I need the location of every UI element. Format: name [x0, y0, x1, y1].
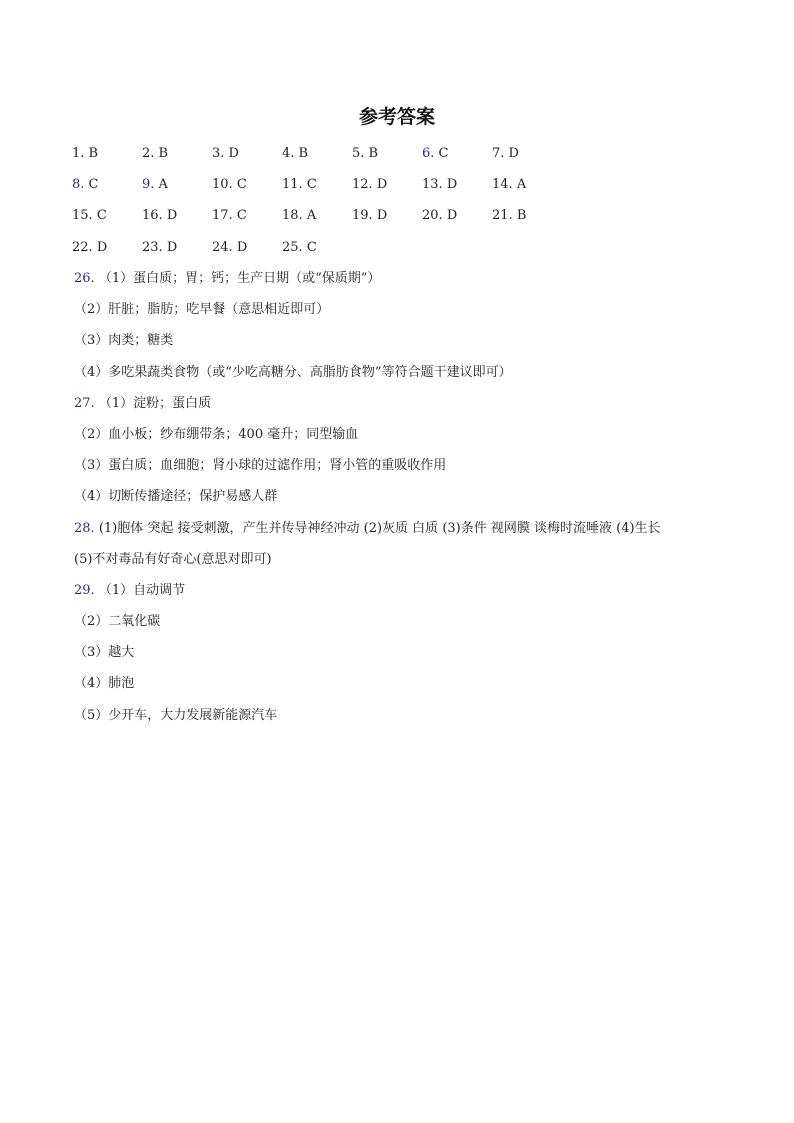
answer-item [72, 143, 98, 165]
answer-item [212, 205, 247, 227]
question-number: 3. [212, 146, 225, 161]
answer-item [352, 143, 378, 165]
question-number: 29. [74, 582, 95, 598]
answer-text: （2）血小板；纱布绷带条；400 毫升；同型输血 [74, 426, 359, 442]
answer-line [74, 424, 724, 455]
answer-letter: C [236, 208, 247, 224]
question-number: 28. [74, 520, 95, 536]
answer-letter: D [446, 208, 458, 224]
answer-item [422, 205, 457, 227]
question-number: 6. [422, 146, 435, 161]
answer-item [212, 237, 247, 259]
answer-line [74, 362, 724, 393]
answer-letter: D [446, 177, 458, 193]
answer-text: （4）肺泡 [74, 676, 135, 692]
answer-text: （4）切断传播途径；保护易感人群 [74, 489, 278, 505]
answer-item [72, 237, 107, 259]
answer-line [74, 518, 724, 549]
question-number: 15. [72, 208, 93, 224]
question-number: 5. [352, 146, 365, 161]
answer-line [74, 580, 724, 611]
answer-letter: A [306, 208, 317, 224]
answer-line [74, 611, 724, 642]
question-number: 20. [422, 208, 443, 224]
answer-text: （1）淀粉；蛋白质 [98, 395, 212, 411]
question-number: 7. [492, 146, 505, 161]
answer-letter: D [376, 177, 388, 193]
answer-item [492, 143, 519, 165]
answer-letter: C [96, 208, 107, 224]
answer-item [422, 143, 449, 165]
answer-letter: B [368, 146, 379, 161]
question-number: 17. [212, 208, 233, 224]
answer-letter: D [228, 146, 239, 161]
question-number: 22. [72, 239, 93, 255]
question-number: 24. [212, 239, 233, 255]
question-number: 12. [352, 177, 373, 193]
answer-text: （3）蛋白质；血细胞；肾小球的过滤作用；肾小管的重吸收作用 [74, 458, 447, 474]
answer-line [74, 549, 724, 580]
answer-letter: C [306, 177, 317, 193]
answer-item [142, 174, 168, 196]
answer-item [282, 205, 316, 227]
answer-item [282, 174, 317, 196]
answer-line [74, 299, 724, 330]
answer-text: （2）肝脏；脂肪；吃早餐（意思相近即可） [74, 302, 330, 318]
answer-item [282, 143, 308, 165]
answer-letter: C [88, 177, 99, 193]
answer-item [352, 205, 387, 227]
answer-item [212, 143, 239, 165]
question-number: 10. [212, 177, 233, 193]
answer-line [74, 393, 724, 424]
answer-line [74, 330, 724, 361]
answer-letter: C [438, 146, 449, 161]
answer-line [74, 705, 724, 736]
answer-item [212, 174, 247, 196]
answer-line [74, 268, 724, 299]
answer-letter: D [236, 239, 248, 255]
answer-line [74, 642, 724, 673]
answer-letter: D [166, 239, 178, 255]
answer-text: （1）自动调节 [98, 582, 186, 598]
answer-letter: B [298, 146, 309, 161]
answer-item [492, 205, 526, 227]
answer-letter: D [376, 208, 388, 224]
answer-text: （2）二氧化碳 [74, 614, 161, 630]
answer-item [142, 205, 177, 227]
question-number: 19. [352, 208, 373, 224]
question-number: 11. [282, 177, 303, 193]
answer-item [422, 174, 457, 196]
answer-item [142, 237, 177, 259]
answer-letter: C [236, 177, 247, 193]
answer-line [74, 486, 724, 517]
answer-text: （1）蛋白质；胃；钙；生产日期（或“保质期”） [98, 271, 381, 286]
question-number: 2. [142, 146, 155, 161]
answer-text: (5)不对毒品有好奇心(意思对即可) [74, 551, 272, 567]
question-number: 18. [282, 208, 303, 224]
answer-text: （3）肉类；糖类 [74, 333, 174, 349]
answer-letter: B [516, 208, 527, 224]
answer-item [72, 174, 99, 196]
answer-item [492, 174, 526, 196]
answer-line [74, 673, 724, 704]
question-number: 16. [142, 208, 163, 224]
question-number: 1. [72, 146, 85, 161]
question-number: 25. [282, 239, 303, 255]
question-number: 27. [74, 395, 95, 411]
answer-letter: D [508, 146, 519, 161]
question-number: 13. [422, 177, 443, 193]
answer-letter: A [516, 177, 527, 193]
page-title: 参考答案 [358, 106, 435, 128]
short-answer-section [74, 268, 724, 736]
answer-item [72, 205, 107, 227]
answer-text: （3）越大 [74, 645, 135, 661]
answer-letter: C [306, 239, 317, 255]
question-number: 4. [282, 146, 295, 161]
answer-text: （4）多吃果蔬类食物（或“少吃高糖分、高脂肪食物”等符合题干建议即可） [74, 364, 512, 380]
answer-letter: B [88, 146, 99, 161]
answer-line [74, 455, 724, 486]
question-number: 14. [492, 177, 513, 193]
question-number: 8. [72, 177, 85, 193]
answer-item [352, 174, 387, 196]
answer-letter: A [158, 177, 168, 193]
question-number: 9. [142, 177, 155, 193]
answer-item [142, 143, 168, 165]
question-number: 21. [492, 208, 513, 224]
answer-item [282, 237, 317, 259]
question-number: 26. [74, 271, 95, 286]
answer-text: （5）少开车，大力发展新能源汽车 [74, 707, 278, 723]
answer-letter: B [158, 146, 169, 161]
question-number: 23. [142, 239, 163, 255]
answer-text: (1)胞体 突起 接受刺激，产生并传导神经冲动 (2)灰质 白质 (3)条件 视网膜 谈梅时流唾液 (4)生长 [98, 520, 661, 536]
answer-letter: D [166, 208, 178, 224]
answer-letter: D [96, 239, 108, 255]
